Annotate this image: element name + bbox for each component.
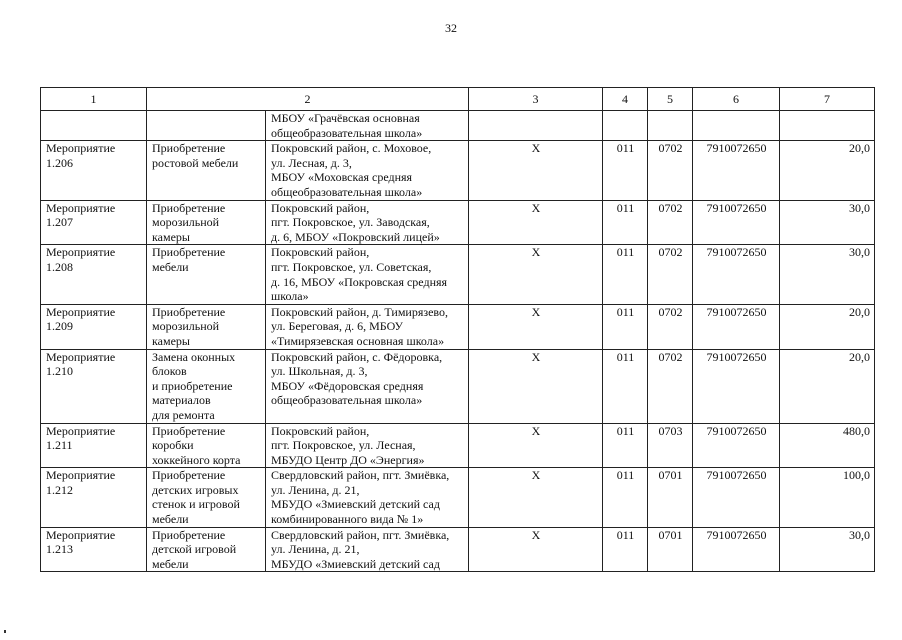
scan-speck [4,630,6,633]
table-cell [603,111,648,141]
col5-cell: 0702 [648,245,693,304]
col6-cell: 7910072650 [693,349,780,423]
col5-cell: 0702 [648,141,693,200]
amount-cell: 480,0 [780,423,875,468]
col6-cell: 7910072650 [693,468,780,527]
col6-cell: 7910072650 [693,245,780,304]
amount-cell: 30,0 [780,527,875,572]
purpose-cell: Приобретение коробки хоккейного корта [147,423,266,468]
header-cell-1: 1 [41,88,147,111]
address-cell: Покровский район, пгт. Покровское, ул. Лесная, МБУДО Центр ДО «Энергия» [266,423,469,468]
table-cell [648,111,693,141]
purpose-cell: Приобретение детских игровых стенок и игровой мебели [147,468,266,527]
table-cell [147,111,266,141]
continuation-row [41,111,875,141]
table-row [41,245,875,304]
address-cell: Свердловский район, пгт. Змиёвка, ул. Ленина, д. 21, МБУДО «Змиевский детский сад комбинированного вида № 1» [266,468,469,527]
col4-cell: 011 [603,468,648,527]
col5-cell: 0702 [648,349,693,423]
header-row [41,88,875,111]
col6-cell: 7910072650 [693,423,780,468]
activity-name-cell: Мероприятие 1.212 [41,468,147,527]
col3-cell: Х [469,141,603,200]
address-cell: МБОУ «Грачёвская основная общеобразовательная школа» [266,111,469,141]
col3-cell: Х [469,200,603,245]
table-cell [469,111,603,141]
page-number: 32 [445,21,457,35]
table-row [41,423,875,468]
col4-cell: 011 [603,423,648,468]
header-cell-5: 5 [648,88,693,111]
activity-name-cell: Мероприятие 1.207 [41,200,147,245]
amount-cell: 20,0 [780,141,875,200]
table-row [41,200,875,245]
col5-cell: 0701 [648,468,693,527]
purpose-cell: Приобретение морозильной камеры [147,304,266,349]
col4-cell: 011 [603,245,648,304]
table-row [41,141,875,200]
address-cell: Свердловский район, пгт. Змиёвка, ул. Ленина, д. 21, МБУДО «Змиевский детский сад [266,527,469,572]
table-cell [693,111,780,141]
address-cell: Покровский район, с. Фёдоровка, ул. Школьная, д. 3, МБОУ «Фёдоровская средняя общеобразовательная школа» [266,349,469,423]
col5-cell: 0703 [648,423,693,468]
col3-cell: Х [469,527,603,572]
col5-cell: 0702 [648,304,693,349]
purpose-cell: Приобретение ростовой мебели [147,141,266,200]
col6-cell: 7910072650 [693,141,780,200]
table-cell [41,111,147,141]
table-row [41,349,875,423]
activity-name-cell: Мероприятие 1.211 [41,423,147,468]
col3-cell: Х [469,304,603,349]
budget-activities-table [40,87,875,572]
amount-cell: 20,0 [780,304,875,349]
amount-cell: 30,0 [780,245,875,304]
amount-cell: 20,0 [780,349,875,423]
table-row [41,527,875,572]
header-cell-2: 2 [147,88,469,111]
col5-cell: 0702 [648,200,693,245]
col5-cell: 0701 [648,527,693,572]
purpose-cell: Приобретение детской игровой мебели [147,527,266,572]
col4-cell: 011 [603,349,648,423]
col3-cell: Х [469,468,603,527]
col3-cell: Х [469,245,603,304]
address-cell: Покровский район, пгт. Покровское, ул. Заводская, д. 6, МБОУ «Покровский лицей» [266,200,469,245]
header-cell-7: 7 [780,88,875,111]
activity-name-cell: Мероприятие 1.208 [41,245,147,304]
col4-cell: 011 [603,527,648,572]
purpose-cell: Замена оконных блоков и приобретение материалов для ремонта [147,349,266,423]
table-row [41,468,875,527]
address-cell: Покровский район, пгт. Покровское, ул. Советская, д. 16, МБОУ «Покровская средняя школа» [266,245,469,304]
activity-name-cell: Мероприятие 1.210 [41,349,147,423]
amount-cell: 100,0 [780,468,875,527]
header-cell-3: 3 [469,88,603,111]
address-cell: Покровский район, с. Моховое, ул. Лесная, д. 3, МБОУ «Моховская средняя общеобразовательная школа» [266,141,469,200]
col4-cell: 011 [603,304,648,349]
col4-cell: 011 [603,200,648,245]
table-cell [780,111,875,141]
col3-cell: Х [469,423,603,468]
header-cell-4: 4 [603,88,648,111]
activity-name-cell: Мероприятие 1.206 [41,141,147,200]
purpose-cell: Приобретение мебели [147,245,266,304]
activity-name-cell: Мероприятие 1.213 [41,527,147,572]
col6-cell: 7910072650 [693,527,780,572]
amount-cell: 30,0 [780,200,875,245]
address-cell: Покровский район, д. Тимирязево, ул. Береговая, д. 6, МБОУ «Тимирязевская основная школа» [266,304,469,349]
col6-cell: 7910072650 [693,304,780,349]
col3-cell: Х [469,349,603,423]
activity-name-cell: Мероприятие 1.209 [41,304,147,349]
header-cell-6: 6 [693,88,780,111]
col4-cell: 011 [603,141,648,200]
col6-cell: 7910072650 [693,200,780,245]
table-row [41,304,875,349]
purpose-cell: Приобретение морозильной камеры [147,200,266,245]
